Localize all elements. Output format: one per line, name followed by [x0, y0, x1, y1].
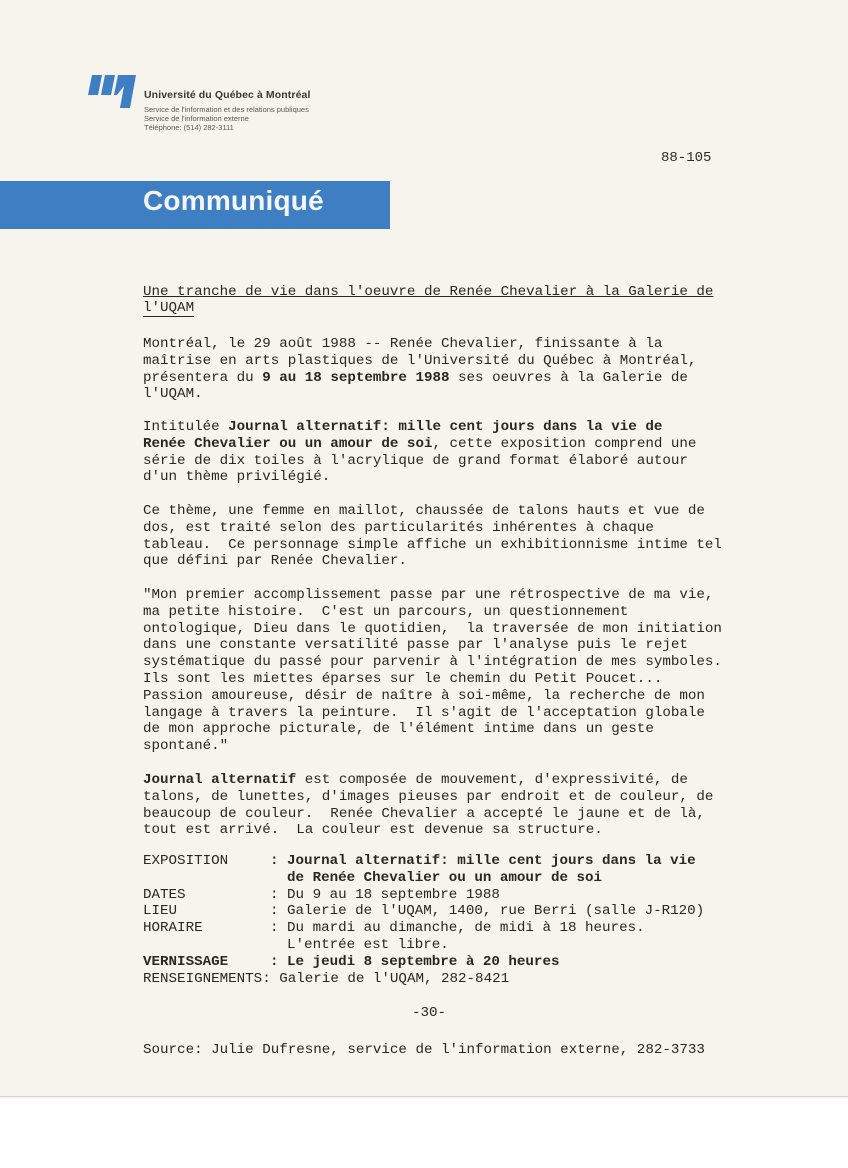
text-run: maîtrise en arts plastiques de l'Université du Québec à Montréal,	[143, 352, 697, 369]
text-run: série de dix toiles à l'acrylique de grand format élaboré autour	[143, 452, 688, 469]
text-run: Ce thème, une femme en maillot, chaussée de talons hauts et vue de	[143, 503, 705, 519]
paragraph-quote	[143, 587, 743, 755]
service-line: Service de l'information et des relations publiques	[144, 105, 309, 114]
info-key: EXPOSITION	[143, 853, 229, 869]
exhibition-info-table	[143, 853, 704, 987]
paragraph-line	[143, 553, 743, 570]
paragraph-line	[143, 386, 743, 403]
text-run: systématique du passé pour parvenir à l'intégration de mes symboles.	[143, 654, 722, 671]
paragraph-line	[143, 537, 743, 554]
info-key: VERNISSAGE	[143, 953, 229, 970]
info-value: L'entrée est libre.	[270, 936, 449, 953]
text-run: que défini par Renée Chevalier.	[143, 553, 407, 570]
info-key	[143, 937, 270, 954]
paragraph-line	[143, 789, 743, 806]
info-value: : Du 9 au 18 septembre 1988	[270, 886, 500, 903]
info-row	[143, 954, 704, 971]
info-row	[143, 903, 704, 920]
info-value: : Journal alternatif: mille cent jours dans la vie	[270, 853, 696, 869]
text-run: beaucoup de couleur. Renée Chevalier a accepté le jaune et de là,	[143, 805, 705, 822]
end-mark: -30-	[412, 1005, 447, 1021]
bold-text: Renée Chevalier ou un amour de soi	[143, 435, 433, 452]
bold-text: Journal alternatif	[143, 772, 297, 788]
institution-block	[144, 89, 310, 132]
text-run: talons, de lunettes, d'images pieuses par endroit et de couleur, de	[143, 788, 714, 805]
text-run: l'UQAM.	[143, 386, 203, 403]
institution-name: Université du Québec à Montréal	[144, 89, 311, 101]
bold-text: 9 au 18 septembre 1988	[262, 369, 450, 386]
paragraph-line	[143, 436, 743, 453]
text-run: présentera du	[143, 369, 263, 386]
paragraph-line	[143, 738, 743, 755]
info-value: : Galerie de l'UQAM, 282-8421	[262, 970, 510, 987]
paragraph-line	[143, 705, 743, 722]
paragraph-line	[143, 721, 743, 738]
paragraph-description	[143, 772, 743, 839]
release-title	[143, 284, 715, 317]
paragraph-line	[143, 688, 743, 705]
info-row	[143, 971, 704, 988]
info-value: : Galerie de l'UQAM, 1400, rue Berri (salle J-R120)	[270, 903, 705, 920]
text-run: de mon approche picturale, de l'élément intime dans un geste	[143, 721, 654, 738]
paragraph-line	[143, 469, 743, 486]
paragraph-intro	[143, 336, 743, 403]
title-line-1: Une tranche de vie dans l'oeuvre de Renée Chevalier à la Galerie de	[143, 284, 714, 300]
text-run: "Mon premier accomplissement passe par une rétrospective de ma vie,	[143, 587, 714, 603]
phone-line: Téléphone: (514) 282-3111	[144, 123, 234, 132]
text-run: dos, est traité selon des particularités inhérentes à chaque	[143, 519, 654, 536]
info-value: : Du mardi au dimanche, de midi à 18 heures.	[270, 920, 645, 937]
bold-text: Journal alternatif: mille cent jours dans la vie de	[228, 419, 663, 435]
info-row	[143, 853, 704, 870]
paragraph-line	[143, 419, 743, 436]
text-run: est composée de mouvement, d'expressivité, de	[296, 772, 688, 788]
text-run: , cette exposition comprend une	[432, 435, 697, 452]
paragraph-line	[143, 587, 743, 604]
info-key	[143, 870, 270, 887]
text-run: Ils sont les miettes éparses sur le chemin du Petit Poucet...	[143, 670, 663, 687]
text-run: ses oeuvres à la Galerie de	[449, 369, 688, 386]
text-run: tableau. Ce personnage simple affiche un exhibitionnisme intime tel	[143, 536, 722, 553]
text-run: d'un thème privilégié.	[143, 469, 331, 486]
paragraph-line	[143, 671, 743, 688]
paragraph-line	[143, 772, 743, 789]
paragraph-line	[143, 503, 743, 520]
info-row	[143, 870, 704, 887]
paragraph-line	[143, 654, 743, 671]
title-line-2: l'UQAM	[143, 300, 195, 316]
paragraph-line	[143, 806, 743, 823]
text-run: ontologique, Dieu dans le quotidien, la traversée de mon initiation	[143, 620, 722, 637]
info-key: RENSEIGNEMENTS	[143, 970, 263, 987]
info-key: LIEU	[143, 903, 178, 920]
paragraph-line	[143, 370, 743, 387]
info-key: DATES	[143, 886, 186, 903]
paragraph-line	[143, 822, 743, 839]
text-run: langage à travers la peinture. Il s'agit de l'acceptation globale	[143, 704, 705, 721]
info-value: de Renée Chevalier ou un amour de soi	[270, 869, 603, 886]
paragraph-line	[143, 520, 743, 537]
paragraph-exhibition	[143, 419, 743, 486]
service-line: Service de l'information externe	[144, 114, 249, 123]
uqam-logo-icon	[88, 72, 136, 108]
communique-label: Communiqué	[143, 185, 324, 216]
reference-number: 88-105	[661, 150, 712, 166]
text-run: Passion amoureuse, désir de naître à soi-même, la recherche de mon	[143, 687, 705, 704]
info-value: : Le jeudi 8 septembre à 20 heures	[270, 953, 560, 970]
paragraph-line	[143, 604, 743, 621]
text-run: tout est arrivé. La couleur est devenue sa structure.	[143, 822, 603, 839]
paragraph-line	[143, 453, 743, 470]
paragraph-line	[143, 353, 743, 370]
paragraph-line	[143, 621, 743, 638]
paragraph-line	[143, 336, 743, 353]
text-run: Montréal, le 29 août 1988 -- Renée Chevalier, finissante à la	[143, 336, 663, 352]
info-row	[143, 920, 704, 937]
info-key: HORAIRE	[143, 920, 203, 937]
paragraph-theme	[143, 503, 743, 570]
info-row	[143, 937, 704, 954]
info-row	[143, 887, 704, 904]
text-run: ma petite histoire. C'est un parcours, un questionnement	[143, 603, 629, 620]
text-run: spontané."	[143, 738, 229, 755]
text-run: dans une constante versatilité passe par l'analyse puis le rejet	[143, 637, 688, 654]
paragraph-line	[143, 637, 743, 654]
source-line: Source: Julie Dufresne, service de l'information externe, 282-3733	[143, 1042, 705, 1058]
text-run: Intitulée	[143, 419, 229, 435]
